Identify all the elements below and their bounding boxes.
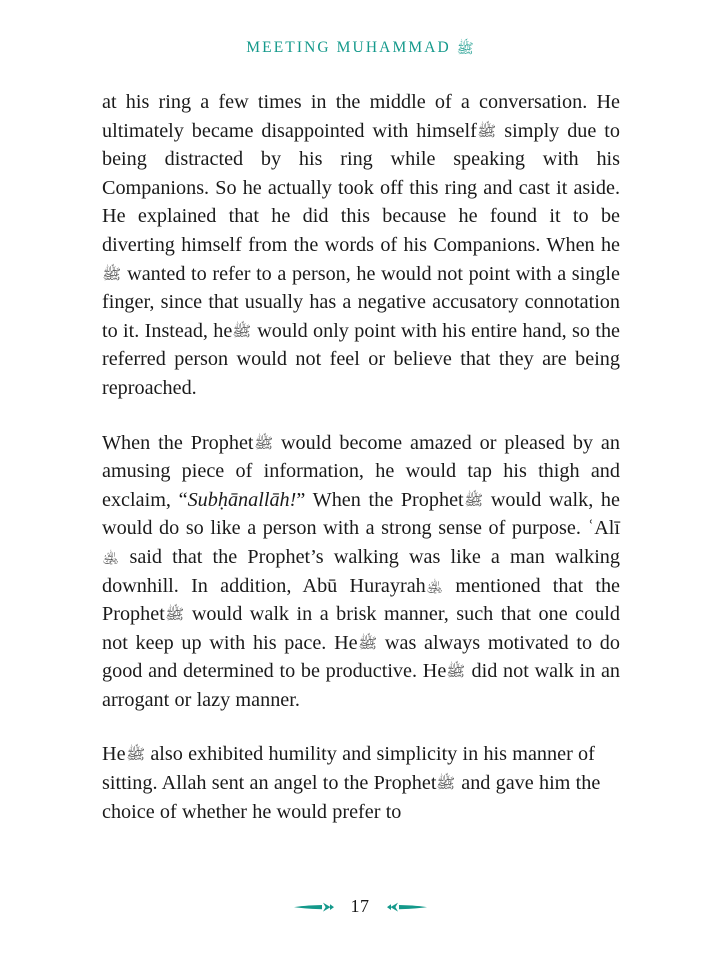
salawat-ornament-icon: ﷺ xyxy=(253,435,273,452)
text-run: and gave him the choice of whether he would prefer to xyxy=(102,772,601,823)
text-run: When the Prophet xyxy=(102,431,254,454)
text-run: at his ring a few times in the middle of a conversation. He ultimately became disappointed with himself xyxy=(102,91,620,142)
salawat-ornament-icon: ﷺ xyxy=(463,492,483,509)
salawat-ornament-icon: ﷺ xyxy=(165,607,185,624)
text-run: would walk, he would do so like a person with a strong sense of purpose. ʿAlī xyxy=(102,488,620,540)
radiyallahu-anhu-ornament-icon: ﵁ xyxy=(102,550,119,567)
salawat-ornament-icon: ﷺ xyxy=(102,266,122,283)
folio xyxy=(0,897,720,916)
salawat-ornament-icon: ﷺ xyxy=(436,776,456,793)
text-run: was always motivated to do good and determined to be productive. He xyxy=(102,631,620,683)
paragraph-1 xyxy=(102,88,620,403)
radiyallahu-anhu-ornament-icon: ﵁ xyxy=(426,579,443,596)
text-run: also exhibited humility and simplicity in his manner of sitting. Allah sent an angel to the Prophet xyxy=(102,743,595,795)
text-run: would only point with his entire hand, so the referred person would not feel or believe that they are being reproached. xyxy=(102,319,621,399)
paragraph-2 xyxy=(102,429,620,715)
salawat-ornament-icon: ﷺ xyxy=(232,323,252,340)
running-head xyxy=(0,40,720,56)
salawat-ornament-icon: ﷺ xyxy=(446,664,466,681)
running-head-title: MEETING MUHAMMAD xyxy=(246,39,451,56)
text-run: ” When the Prophet xyxy=(296,488,464,511)
arrow-right-ornament-icon xyxy=(294,902,338,912)
text-run: said that the Prophet’s walking was like a man walking downhill. In addition, Abū Hurayrah xyxy=(102,545,620,597)
text-run: mentioned that the Prophet xyxy=(102,574,621,626)
salawat-ornament-icon: ﷺ xyxy=(456,41,474,57)
text-run: would become amazed or pleased by an amusing piece of information, he would tap his thigh and exclaim, “ xyxy=(102,431,620,511)
text-run: He xyxy=(102,743,126,766)
salawat-ornament-icon: ﷺ xyxy=(357,635,377,652)
text-run: did not walk in an arrogant or lazy manner. xyxy=(102,660,620,711)
paragraph-3 xyxy=(102,740,620,826)
page-number: 17 xyxy=(350,896,370,916)
salawat-ornament-icon: ﷺ xyxy=(477,123,497,140)
transliteration-emphasis: Subḥānallāh! xyxy=(187,488,297,511)
text-run: would walk in a brisk manner, such that one could not keep up with his pace. He xyxy=(102,603,620,654)
body-text-block xyxy=(102,88,620,826)
text-run: wanted to refer to a person, he would not point with a single finger, since that usually has a negative accusatory connotation to it. Instead, he xyxy=(102,262,620,342)
text-run: simply due to being distracted by his ring while speaking with his Companions. So he actually took off this ring and cast it aside. He explained that he did this because he found it to be diverting himself from the words of his Companions. When he xyxy=(102,119,620,256)
salawat-ornament-icon: ﷺ xyxy=(125,747,145,764)
arrow-left-ornament-icon xyxy=(383,902,427,912)
